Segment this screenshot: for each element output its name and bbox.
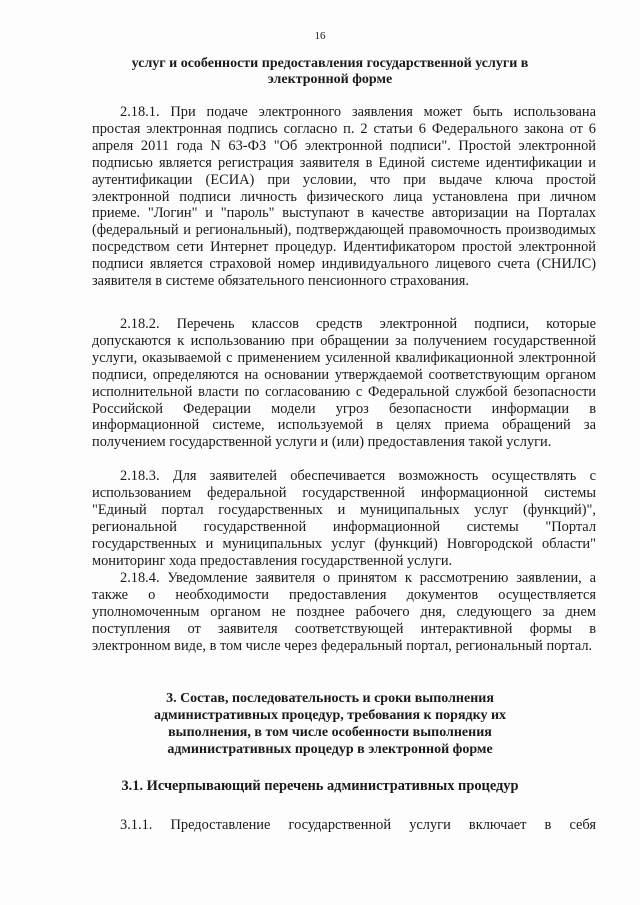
paragraph-2-18-4: 2.18.4. Уведомление заявителя о принятом к рассмотрению заявлении, а также о необходимости предоставления документов осуществляется уполномоченным органом не позднее рабочего дня, следующего за днем поступления от заявителя соответствующей интерактивной формы в электронном виде, в том числе через федеральный портал, региональный портал. <box>92 570 596 654</box>
subsection-3-1-heading: 3.1. Исчерпывающий перечень административных процедур <box>121 778 519 794</box>
paragraph-2-18-3: 2.18.3. Для заявителей обеспечивается возможность осуществлять с использованием федеральной государственной информационной системы "Единый портал государственных и муниципальных услуг (функций)", региональной государственной информационной системы "Портал государственных и муниципальных услуг (функций) Новгородской области" мониторинг хода предоставления государственной услуги. <box>92 468 596 569</box>
section-3-heading: 3. Состав, последовательность и сроки выполнения административных процедур, требования к порядку их выполнения, в том числе особенности выполнения административных процедур в электронной форме <box>153 691 507 757</box>
section-heading-continuation: услуг и особенности предоставления государственной услуги в электронной форме <box>131 56 529 87</box>
paragraph-3-1-1: 3.1.1. Предоставление государственной услуги включает в себя <box>120 817 596 833</box>
page-number: 16 <box>314 30 326 42</box>
paragraph-2-18-2: 2.18.2. Перечень классов средств электронной подписи, которые допускаются к использованию при обращении за получением государственной услуги, оказываемой с применением усиленной квалификационной электронной подписи, определяются на основании утверждаемой соответствующим органом исполнительной власти по согласованию с Федеральной службой безопасности Российской Федерации модели угроз безопасности информации в информационной системе, используемой в целях приема обращений за получением государственной услуги и (или) предоставления такой услуги. <box>92 316 596 451</box>
paragraph-2-18-1: 2.18.1. При подаче электронного заявления может быть использована простая электронная подпись согласно п. 2 статьи 6 Федерального закона от 6 апреля 2011 года N 63-ФЗ "Об электронной подписи". Простой электронной подписью является регистрация заявителя в Единой системе идентификации и аутентификации (ЕСИА) при условии, что при выдаче ключа простой электронной подписи личность физического лица установлена при личном приеме. "Логин" и "пароль" выступают в качестве авторизации на Порталах (федеральный и региональный), подтверждающей правомочность производимых посредством сети Интернет процедур. Идентификатором простой электронной подписи является страховой номер индивидуального лицевого счета (СНИЛС) заявителя в системе обязательного пенсионного страхования. <box>92 104 596 290</box>
